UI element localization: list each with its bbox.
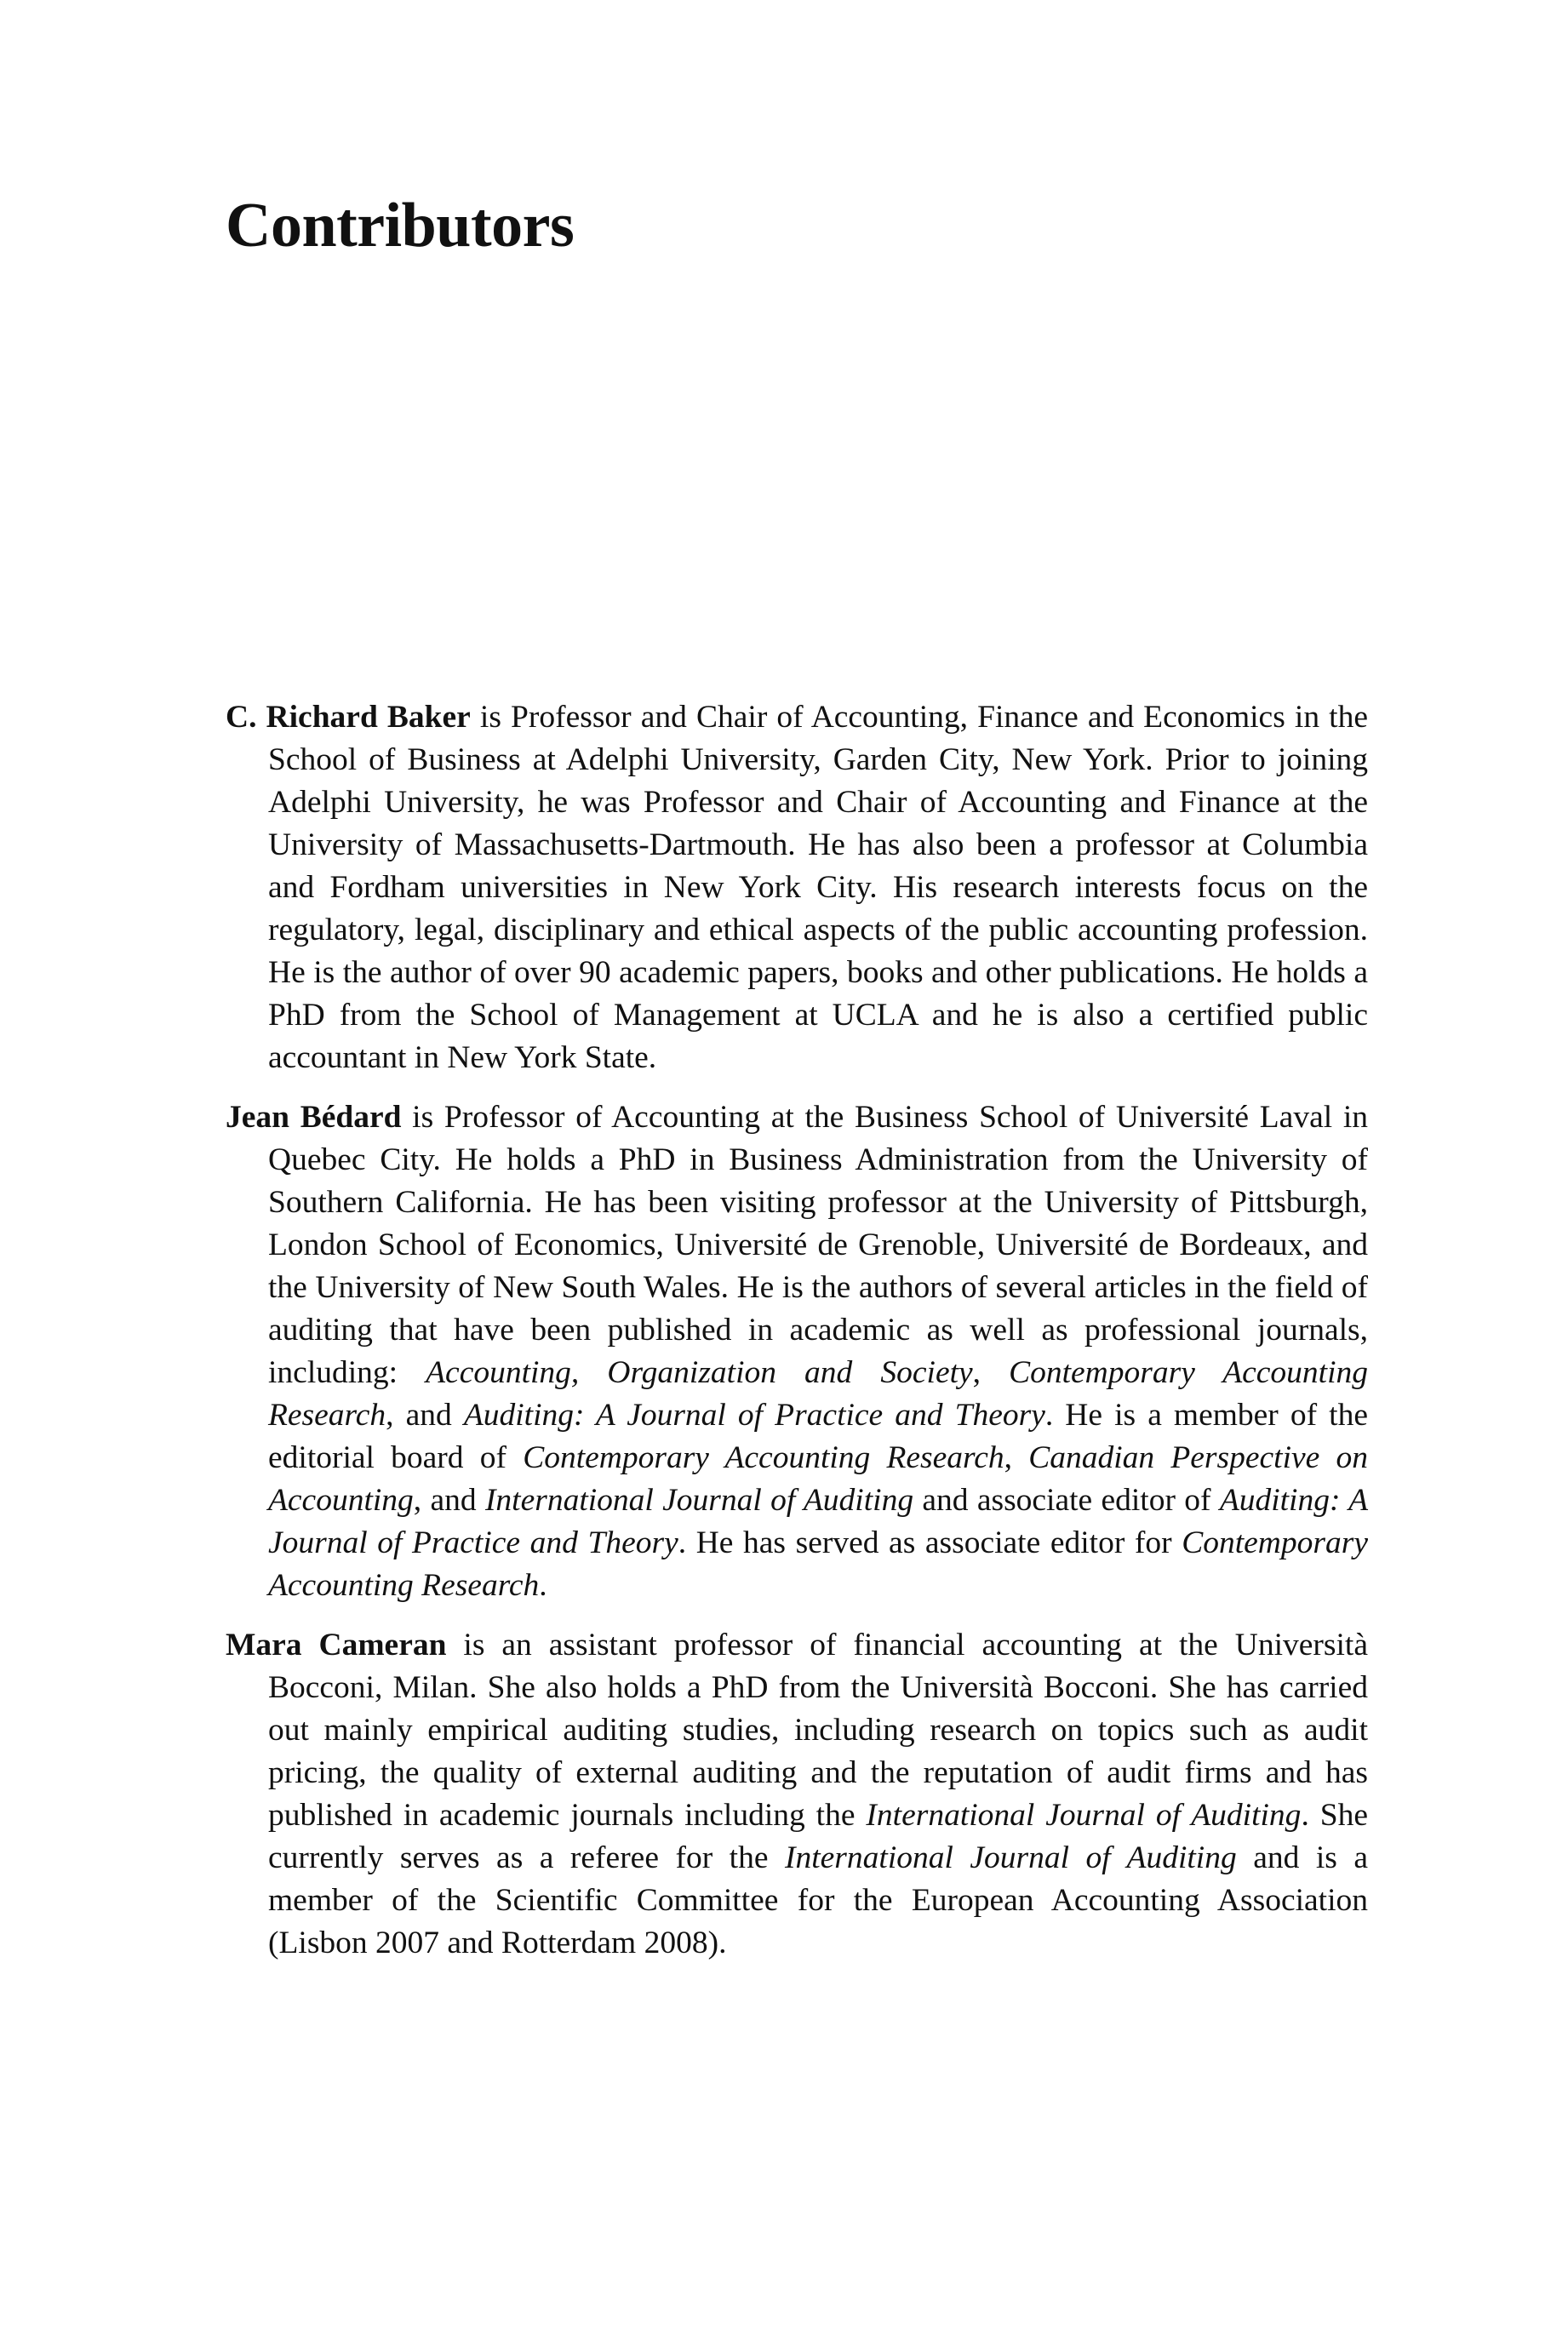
page-title: Contributors <box>226 191 575 260</box>
bio-text: is an assistant professor of financial accounting at the Università Bocconi, Milan. She also holds a PhD from the Università Bocconi. She has carried out mainly empirical auditing studies, including research on topics such as audit pricing, the quality of external auditing and the reputation of audit firms and has published in academic journals including the <box>268 1628 1368 1833</box>
journal-title: Auditing: A Journal of Practice and Theory <box>268 1483 1368 1560</box>
bio-text: . He has served as associate editor for <box>678 1525 1182 1560</box>
bio-text: , <box>1004 1440 1029 1475</box>
contributor-name: Jean Bédard <box>226 1100 402 1135</box>
bio-text: is Professor of Accounting at the Business School of Université Laval in Quebec City. He holds a PhD in Business Administration from the University of Southern California. He has been visiting professor at the University of Pittsburgh, London School of Economics, Université de Grenoble, Université de Bordeaux, and the University of New South Wales. He is the authors of several articles in the field of auditing that have been published in academic as well as professional journals, including: <box>268 1100 1369 1390</box>
journal-title: Auditing: A Journal of Practice and Theory <box>463 1398 1045 1433</box>
journal-title: Contemporary Accounting Research <box>523 1440 1004 1475</box>
journal-title: International Journal of Auditing <box>785 1840 1237 1875</box>
bio-text: , and <box>386 1398 464 1433</box>
contributor-entry-cameran <box>226 1624 1368 1965</box>
bio-text: and is a member of the Scientific Committee for the European Accounting Association (Lisbon 2007 and Rotterdam 2008). <box>268 1840 1368 1960</box>
contributor-name: Mara Cameran <box>226 1628 447 1662</box>
bio-text: , <box>972 1355 1010 1390</box>
bio-text: . <box>539 1568 547 1603</box>
contributors-list <box>226 696 1368 1982</box>
contributor-entry-baker <box>226 696 1368 1079</box>
bio-text: and associate editor of <box>913 1483 1220 1518</box>
bio-text: is Professor and Chair of Accounting, Finance and Economics in the School of Business at Adelphi University, Garden City, New York. Prior to joining Adelphi University, he was Professor and Chair of Accounting and Finance at the University of Massachusetts-Dartmouth. He has also been a professor at Columbia and Fordham universities in New York City. His research interests focus on the regulatory, legal, disciplinary and ethical aspects of the public accounting profession. He is the author of over 90 academic papers, books and other publications. He holds a PhD from the School of Management at UCLA and he is also a certified public accountant in New York State. <box>268 700 1368 1075</box>
bio-text: . He is a member of the editorial board of <box>268 1398 1368 1475</box>
bio-text: . She currently serves as a referee for the <box>268 1798 1368 1875</box>
journal-title: Accounting, Organization and Society <box>426 1355 973 1390</box>
journal-title: International Journal of Auditing <box>866 1798 1302 1833</box>
contributor-entry-bedard <box>226 1096 1368 1607</box>
bio-text: , and <box>413 1483 485 1518</box>
journal-title: Canadian Perspective on Accounting <box>268 1440 1368 1518</box>
journal-title: International Journal of Auditing <box>484 1483 914 1518</box>
journal-title: Contemporary Accounting Research <box>268 1355 1369 1433</box>
contributor-name: C. Richard Baker <box>226 700 471 735</box>
journal-title: Contemporary Accounting Research <box>268 1525 1368 1603</box>
